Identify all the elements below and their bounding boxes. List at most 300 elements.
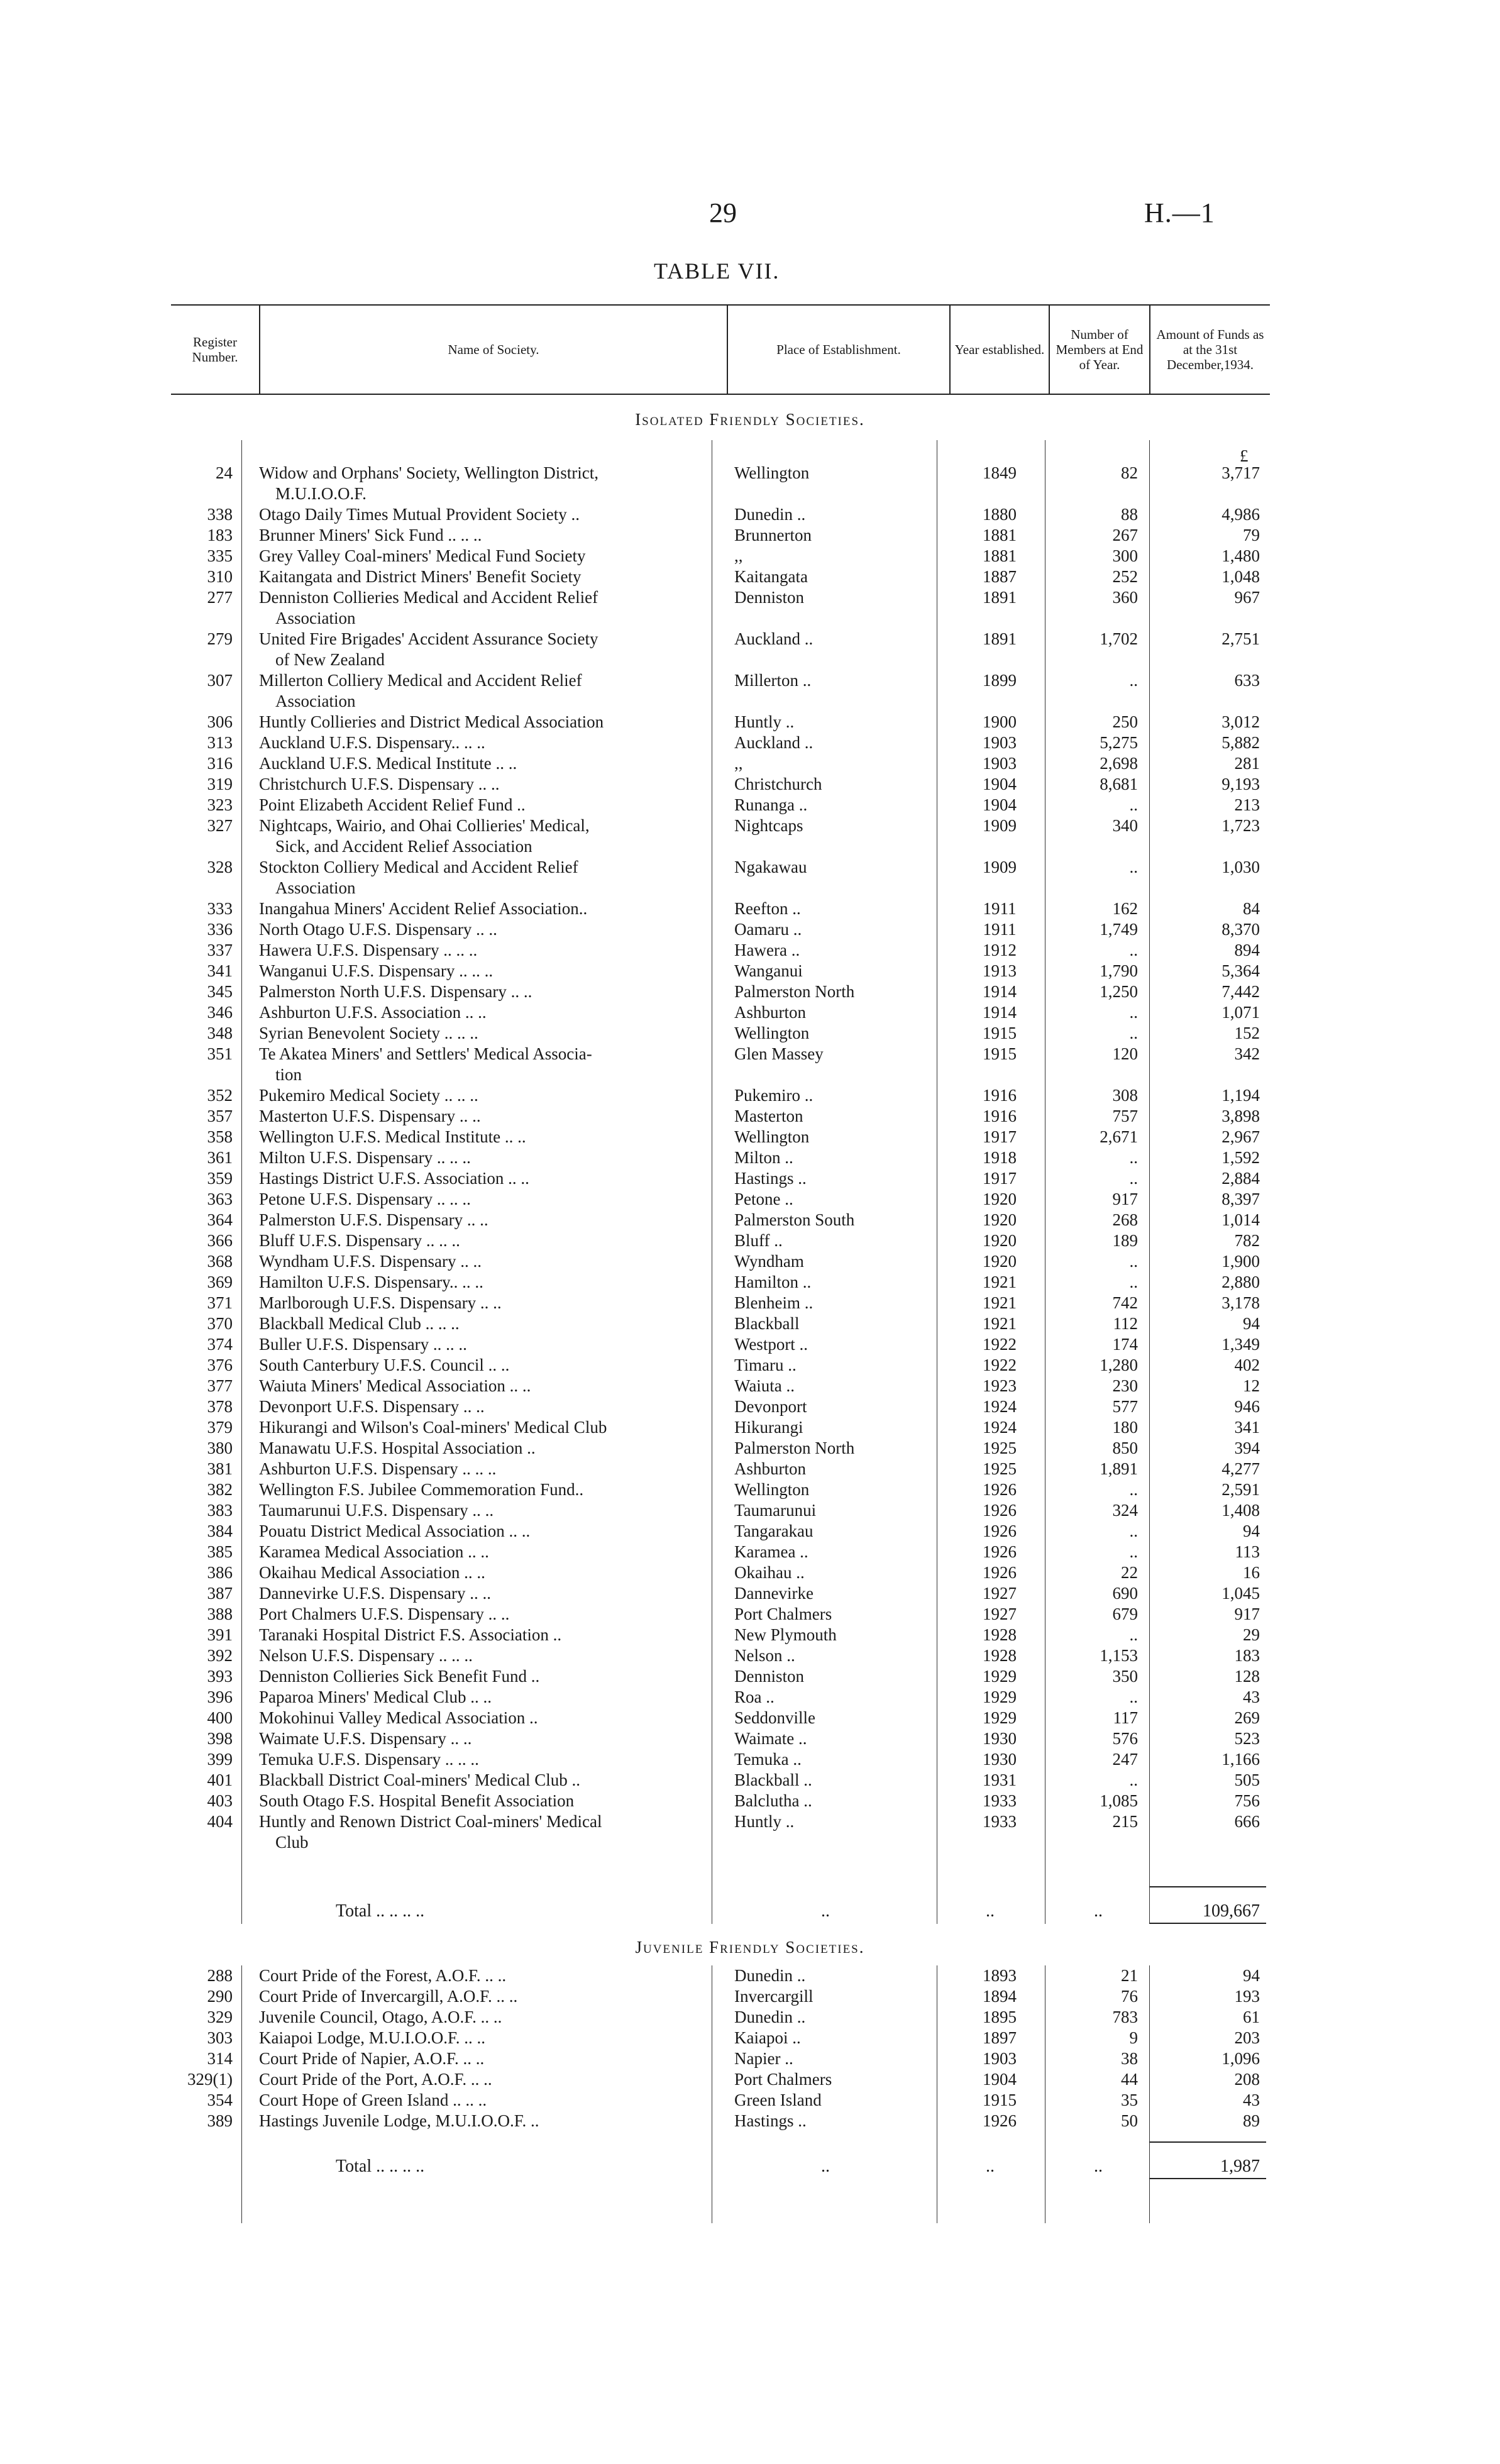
table-row [171,1251,1270,1272]
funds-amount: 1,349 [1222,1335,1260,1354]
place-of-establishment: Taumarunui [734,1501,817,1520]
members-count: .. [1129,1003,1138,1022]
place-of-establishment: Dannevirke [734,1584,813,1603]
register-number: 316 [207,754,233,773]
year-established: 1899 [983,671,1017,690]
funds-amount: 341 [1234,1418,1260,1437]
society-name: Hawera U.F.S. Dispensary .. .. .. [259,941,478,959]
members-count: .. [1129,941,1138,959]
place-of-establishment: Huntly .. [734,712,795,731]
place-of-establishment: Palmerston North [734,982,855,1001]
funds-amount: 9,193 [1222,775,1260,793]
members-count: 690 [1112,1584,1138,1603]
table-row [171,1604,1270,1625]
table-row [171,1986,1270,2007]
society-name: Brunner Miners' Sick Fund .. .. .. [259,526,482,544]
table-row [171,463,1270,483]
register-number: 381 [207,1459,233,1478]
year-established: 1881 [983,526,1017,544]
table-row [171,1023,1270,1044]
funds-amount: 2,880 [1222,1273,1260,1291]
funds-amount: 7,442 [1222,982,1260,1001]
society-name: Stockton Colliery Medical and Accident Relief [259,858,578,876]
place-of-establishment: Port Chalmers [734,2070,832,2089]
table-row [171,1127,1270,1147]
society-name-continuation: tion [275,1065,302,1084]
year-established: 1914 [983,982,1017,1001]
section-title-juvenile: Juvenile Friendly Societies. [635,1938,865,1957]
year-established: 1880 [983,505,1017,524]
members-count: 340 [1112,816,1138,835]
society-name: Buller U.F.S. Dispensary .. .. .. [259,1335,467,1354]
register-number: 303 [207,2028,233,2047]
register-number: 370 [207,1314,233,1333]
place-of-establishment: Green Island [734,2091,822,2109]
society-name: Wanganui U.F.S. Dispensary .. .. .. [259,961,494,980]
year-established: 1926 [983,1563,1017,1582]
members-count: 267 [1112,526,1138,544]
header-register: Register Number. [192,334,238,365]
year-established: 1929 [983,1667,1017,1686]
table-row [171,1687,1270,1708]
register-number: 363 [207,1190,233,1208]
table-row [171,712,1270,732]
year-established: 1904 [983,795,1017,814]
members-count: 215 [1112,1812,1138,1831]
funds-amount: 1,480 [1222,546,1260,565]
members-count: 300 [1112,546,1138,565]
society-name: Wyndham U.F.S. Dispensary .. .. [259,1252,482,1271]
year-established: 1920 [983,1190,1017,1208]
place-of-establishment: Waimate .. [734,1729,807,1748]
society-name: Denniston Collieries Sick Benefit Fund .. [259,1667,540,1686]
place-of-establishment: Okaihau .. [734,1563,805,1582]
members-count: 22 [1121,1563,1138,1582]
society-name: Auckland U.F.S. Medical Institute .. .. [259,754,517,773]
place-of-establishment: Pukemiro .. [734,1086,813,1105]
place-of-establishment: Ashburton [734,1459,806,1478]
society-name: Inangahua Miners' Accident Relief Association.. [259,899,588,918]
register-number: 385 [207,1542,233,1561]
place-of-establishment: Reefton .. [734,899,801,918]
header-members: Number of Members at End of Year. [1049,306,1149,394]
register-number: 319 [207,775,233,793]
society-name: Waimate U.F.S. Dispensary .. .. [259,1729,472,1748]
members-count: .. [1129,858,1138,876]
register-number: 401 [207,1771,233,1789]
year-established: 1930 [983,1729,1017,1748]
register-number: 386 [207,1563,233,1582]
members-count: .. [1129,1169,1138,1188]
juvenile-total-place: .. [821,2157,830,2176]
year-established: 1881 [983,546,1017,565]
society-name: Court Pride of the Port, A.O.F. .. .. [259,2070,492,2089]
society-name: Blackball District Coal-miners' Medical Club .. [259,1771,581,1789]
place-of-establishment: Petone .. [734,1190,793,1208]
place-of-establishment: Karamea .. [734,1542,808,1561]
funds-amount: 89 [1243,2111,1260,2130]
members-count: .. [1129,1771,1138,1789]
table-row [171,1583,1270,1604]
year-established: 1897 [983,2028,1017,2047]
year-established: 1912 [983,941,1017,959]
place-of-establishment: Wanganui [734,961,803,980]
register-number: 396 [207,1688,233,1706]
year-established: 1894 [983,1987,1017,2006]
members-count: .. [1129,1542,1138,1561]
register-number: 399 [207,1750,233,1769]
funds-amount: 782 [1234,1231,1260,1250]
year-established: 1911 [983,920,1017,939]
year-established: 1929 [983,1708,1017,1727]
table-row [171,504,1270,525]
society-name: Wellington F.S. Jubilee Commemoration Fund.. [259,1480,584,1499]
year-established: 1928 [983,1625,1017,1644]
register-number: 378 [207,1397,233,1416]
funds-amount: 1,096 [1222,2049,1260,2068]
section-title-isolated: Isolated Friendly Societies. [635,410,865,429]
members-count: .. [1129,671,1138,690]
funds-amount: 61 [1243,2008,1260,2026]
table-row [171,898,1270,919]
members-count: 679 [1112,1605,1138,1623]
members-count: .. [1129,1522,1138,1540]
society-name: Karamea Medical Association .. .. [259,1542,489,1561]
place-of-establishment: Blackball .. [734,1771,812,1789]
funds-amount: 342 [1234,1044,1260,1063]
society-name: Court Pride of Invercargill, A.O.F. .. .. [259,1987,518,2006]
members-count: 742 [1112,1293,1138,1312]
juvenile-total-row [171,2148,1270,2185]
society-name: Hamilton U.F.S. Dispensary.. .. .. [259,1273,483,1291]
funds-amount: 193 [1234,1987,1260,2006]
table-row [171,1417,1270,1438]
members-count: 757 [1112,1107,1138,1125]
table-row [171,1708,1270,1728]
total-label: Total .. .. .. .. [336,1901,425,1921]
table-row [171,2111,1270,2131]
members-count: 82 [1121,463,1138,482]
society-name: Palmerston North U.F.S. Dispensary .. .. [259,982,532,1001]
year-established: 1924 [983,1397,1017,1416]
society-name: Ashburton U.F.S. Dispensary .. .. .. [259,1459,497,1478]
funds-amount: 4,986 [1222,505,1260,524]
society-name: Temuka U.F.S. Dispensary .. .. .. [259,1750,479,1769]
table-row [171,1355,1270,1376]
funds-amount: 213 [1234,795,1260,814]
table-row [171,1293,1270,1313]
society-name: Taumarunui U.F.S. Dispensary .. .. [259,1501,494,1520]
funds-amount: 1,166 [1222,1750,1260,1769]
year-established: 1921 [983,1293,1017,1312]
year-established: 1918 [983,1148,1017,1167]
funds-amount: 1,048 [1222,567,1260,586]
place-of-establishment: Timaru .. [734,1356,797,1374]
funds-amount: 4,277 [1222,1459,1260,1478]
register-number: 393 [207,1667,233,1686]
table-row [171,1313,1270,1334]
funds-amount: 394 [1234,1439,1260,1457]
society-name-continuation: Association [275,609,356,627]
society-name-continuation: Association [275,692,356,710]
register-number: 277 [207,588,233,607]
year-established: 1921 [983,1314,1017,1333]
members-count: 76 [1121,1987,1138,2006]
members-count: 1,085 [1100,1791,1138,1810]
register-number: 358 [207,1127,233,1146]
table-row [171,981,1270,1002]
register-number: 24 [216,463,233,482]
register-number: 310 [207,567,233,586]
year-established: 1915 [983,2091,1017,2109]
year-established: 1915 [983,1024,1017,1042]
members-count: .. [1129,1688,1138,1706]
place-of-establishment: Kaitangata [734,567,808,586]
funds-amount: 1,900 [1222,1252,1260,1271]
place-of-establishment: Auckland .. [734,733,813,752]
place-of-establishment: Runanga .. [734,795,808,814]
place-of-establishment: Wellington [734,1127,810,1146]
table-row [171,940,1270,961]
year-established: 1925 [983,1439,1017,1457]
society-name: Nightcaps, Wairio, and Ohai Collieries' Medical, [259,816,590,835]
members-count: 324 [1112,1501,1138,1520]
table-row [171,2069,1270,2090]
register-number: 377 [207,1376,233,1395]
table-row [171,1500,1270,1521]
table-row [171,1210,1270,1230]
register-number: 364 [207,1210,233,1229]
society-name: Taranaki Hospital District F.S. Association .. [259,1625,562,1644]
members-count: 1,790 [1100,961,1138,980]
year-established: 1903 [983,2049,1017,2068]
register-number: 380 [207,1439,233,1457]
society-name: Hikurangi and Wilson's Coal-miners' Medical Club [259,1418,607,1437]
society-name: Te Akatea Miners' and Settlers' Medical Associa- [259,1044,592,1063]
place-of-establishment: Tangarakau [734,1522,813,1540]
society-name: Masterton U.F.S. Dispensary .. .. [259,1107,481,1125]
page-number: 29 [709,197,737,228]
table-row [171,587,1270,608]
register-number: 183 [207,526,233,544]
members-count: 1,702 [1100,629,1138,648]
place-of-establishment: Seddonville [734,1708,815,1727]
members-count: 50 [1121,2111,1138,2130]
register-number: 371 [207,1293,233,1312]
year-established: 1917 [983,1127,1017,1146]
society-name: Court Pride of Napier, A.O.F. .. .. [259,2049,485,2068]
members-count: 189 [1112,1231,1138,1250]
members-count: 308 [1112,1086,1138,1105]
funds-amount: 756 [1234,1791,1260,1810]
year-established: 1927 [983,1584,1017,1603]
year-established: 1904 [983,775,1017,793]
place-of-establishment: New Plymouth [734,1625,837,1644]
members-count: 250 [1112,712,1138,731]
year-established: 1911 [983,899,1017,918]
table-row [171,1625,1270,1645]
register-number: 333 [207,899,233,918]
year-established: 1930 [983,1750,1017,1769]
society-name: Blackball Medical Club .. .. .. [259,1314,460,1333]
table-row [171,1272,1270,1293]
table-row [171,566,1270,587]
society-name: Nelson U.F.S. Dispensary .. .. .. [259,1646,473,1665]
society-name: Ashburton U.F.S. Association .. .. [259,1003,487,1022]
register-number: 329 [207,2008,233,2026]
society-name: Point Elizabeth Accident Relief Fund .. [259,795,526,814]
place-of-establishment: Auckland .. [734,629,813,648]
members-count: 21 [1121,1966,1138,1985]
place-of-establishment: Westport .. [734,1335,808,1354]
register-number: 327 [207,816,233,835]
members-count: 2,698 [1100,754,1138,773]
society-name: Mokohinui Valley Medical Association .. [259,1708,538,1727]
year-established: 1913 [983,961,1017,980]
table-row [171,1085,1270,1106]
year-established: 1920 [983,1252,1017,1271]
members-count: 247 [1112,1750,1138,1769]
funds-amount: 113 [1235,1542,1260,1561]
society-name: Hastings Juvenile Lodge, M.U.I.O.O.F. .. [259,2111,539,2130]
register-number: 389 [207,2111,233,2130]
year-established: 1922 [983,1356,1017,1374]
members-count: 917 [1112,1190,1138,1208]
members-count: 1,891 [1100,1459,1138,1478]
header-name: Name of Society. [259,306,727,394]
members-count: .. [1129,1625,1138,1644]
table-row [171,525,1270,546]
members-count: 577 [1112,1397,1138,1416]
members-count: 2,671 [1100,1127,1138,1146]
table-row [171,815,1270,836]
members-count: 576 [1112,1729,1138,1748]
page-code: H.—1 [1144,197,1215,228]
place-of-establishment: Glen Massey [734,1044,824,1063]
society-name: Huntly and Renown District Coal-miners' Medical [259,1812,602,1831]
header-funds: Amount of Funds as at the 31st December,1934. [1149,306,1270,394]
table-row [171,1106,1270,1127]
place-of-establishment: Dunedin .. [734,2008,806,2026]
juvenile-total-funds: 1,987 [1220,2157,1260,2176]
year-established: 1926 [983,1480,1017,1499]
register-number: 403 [207,1791,233,1810]
table-row [171,1479,1270,1500]
society-name: Marlborough U.F.S. Dispensary .. .. [259,1293,502,1312]
register-number: 388 [207,1605,233,1623]
place-of-establishment: Wellington [734,1024,810,1042]
place-of-establishment: Balclutha .. [734,1791,812,1810]
register-number: 404 [207,1812,233,1831]
funds-amount: 967 [1234,588,1260,607]
table-row [171,1728,1270,1749]
year-established: 1900 [983,712,1017,731]
place-of-establishment: Devonport [734,1397,807,1416]
total-year: .. [986,1901,995,1921]
register-number: 359 [207,1169,233,1188]
year-established: 1920 [983,1231,1017,1250]
table-row [171,753,1270,774]
society-name: Hastings District U.F.S. Association .. .. [259,1169,529,1188]
members-count: 350 [1112,1667,1138,1686]
year-established: 1926 [983,1542,1017,1561]
society-name: Court Hope of Green Island .. .. .. [259,2091,487,2109]
place-of-establishment: Wellington [734,463,810,482]
members-count: 8,681 [1100,775,1138,793]
table-row [171,1749,1270,1770]
register-number: 307 [207,671,233,690]
place-of-establishment: Blenheim .. [734,1293,813,1312]
members-count: 5,275 [1100,733,1138,752]
table-row [171,1438,1270,1459]
table-header [171,304,1270,395]
year-established: 1926 [983,2111,1017,2130]
place-of-establishment: Ngakawau [734,858,807,876]
place-of-establishment: Oamaru .. [734,920,802,939]
register-number: 279 [207,629,233,648]
year-established: 1903 [983,754,1017,773]
table-row [171,1562,1270,1583]
isolated-table [171,440,1270,1924]
society-name: Waiuta Miners' Medical Association .. .. [259,1376,531,1395]
year-established: 1921 [983,1273,1017,1291]
register-number: 368 [207,1252,233,1271]
place-of-establishment: Blackball [734,1314,800,1333]
year-established: 1926 [983,1501,1017,1520]
members-count: 162 [1112,899,1138,918]
table-row [171,857,1270,878]
register-number: 352 [207,1086,233,1105]
society-name: Manawatu U.F.S. Hospital Association .. [259,1439,536,1457]
funds-amount: 1,194 [1222,1086,1260,1105]
place-of-establishment: Invercargill [734,1987,813,2006]
table-row [171,732,1270,753]
funds-amount: 281 [1234,754,1260,773]
register-number: 379 [207,1418,233,1437]
register-number: 400 [207,1708,233,1727]
register-number: 387 [207,1584,233,1603]
juvenile-total-year: .. [986,2157,995,2176]
table-row [171,2028,1270,2048]
register-number: 398 [207,1729,233,1748]
year-established: 1893 [983,1966,1017,1985]
place-of-establishment: Nightcaps [734,816,803,835]
funds-amount: 2,591 [1222,1480,1260,1499]
funds-amount: 29 [1243,1625,1260,1644]
year-established: 1925 [983,1459,1017,1478]
table-row [171,1230,1270,1251]
society-name: Christchurch U.F.S. Dispensary .. .. [259,775,500,793]
funds-amount: 94 [1243,1314,1260,1333]
members-count: 850 [1112,1439,1138,1457]
register-number: 376 [207,1356,233,1374]
place-of-establishment: Napier .. [734,2049,793,2068]
society-name: Juvenile Council, Otago, A.O.F. .. .. [259,2008,502,2026]
table-row [171,546,1270,566]
register-number: 366 [207,1231,233,1250]
place-of-establishment: Millerton .. [734,671,812,690]
funds-amount: 2,751 [1222,629,1260,648]
society-name: Otago Daily Times Mutual Provident Society .. [259,505,580,524]
register-number: 336 [207,920,233,939]
members-count: 44 [1121,2070,1138,2089]
members-count: 1,250 [1100,982,1138,1001]
table-row [171,1002,1270,1023]
funds-amount: 94 [1243,1522,1260,1540]
year-established: 1895 [983,2008,1017,2026]
register-number: 341 [207,961,233,980]
place-of-establishment: Ashburton [734,1003,806,1022]
